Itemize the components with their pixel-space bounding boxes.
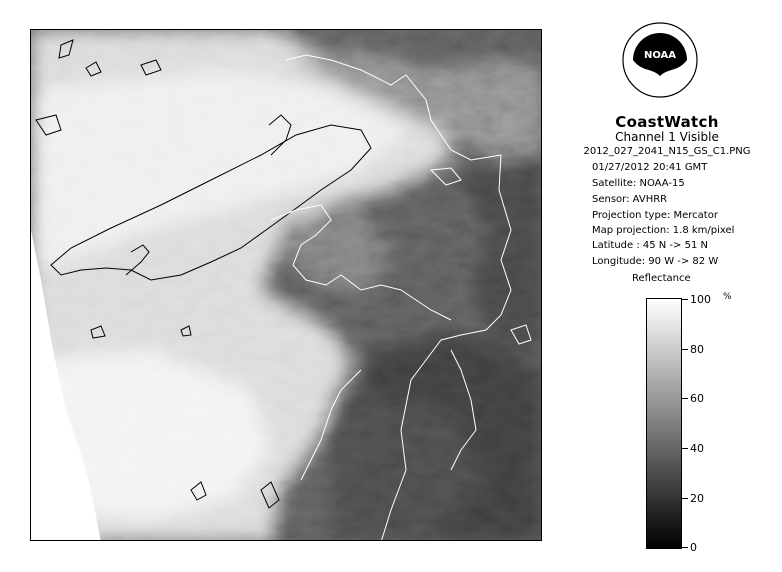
colorbar-label: Reflectance [632, 273, 691, 284]
satellite-image [30, 29, 542, 541]
noaa-logo [620, 20, 700, 110]
colorbar-tick [682, 448, 688, 449]
product-filename: 2012_027_2041_N15_GS_C1.PNG [583, 146, 751, 157]
datetime: 01/27/2012 20:41 GMT [592, 162, 708, 173]
colorbar-tick [682, 349, 688, 350]
colorbar-tick-label: 40 [690, 442, 704, 455]
colorbar-unit: % [723, 292, 732, 302]
colorbar-tick [682, 398, 688, 399]
logo-text: NOAA [643, 50, 677, 61]
colorbar-tick-label: 60 [690, 392, 704, 405]
colorbar-tick-label: 100 [690, 293, 711, 306]
colorbar-tick [682, 547, 688, 548]
sensor: Sensor: AVHRR [592, 194, 668, 205]
latitude-range: Latitude : 45 N -> 51 N [592, 240, 708, 251]
longitude-range: Longitude: 90 W -> 82 W [592, 256, 719, 267]
colorbar-tick [682, 498, 688, 499]
colorbar-tick-label: 0 [690, 541, 697, 554]
projection-type: Projection type: Mercator [592, 210, 718, 221]
colorbar-tick [682, 299, 688, 300]
product-subtitle: Channel 1 Visible [615, 130, 719, 144]
colorbar [646, 298, 682, 549]
satellite-image-svg [31, 30, 542, 541]
colorbar-tick-label: 20 [690, 492, 704, 505]
colorbar-tick-label: 80 [690, 343, 704, 356]
product-title: CoastWatch [615, 113, 719, 131]
map-projection: Map projection: 1.8 km/pixel [592, 225, 735, 236]
satellite: Satellite: NOAA-15 [592, 178, 685, 189]
